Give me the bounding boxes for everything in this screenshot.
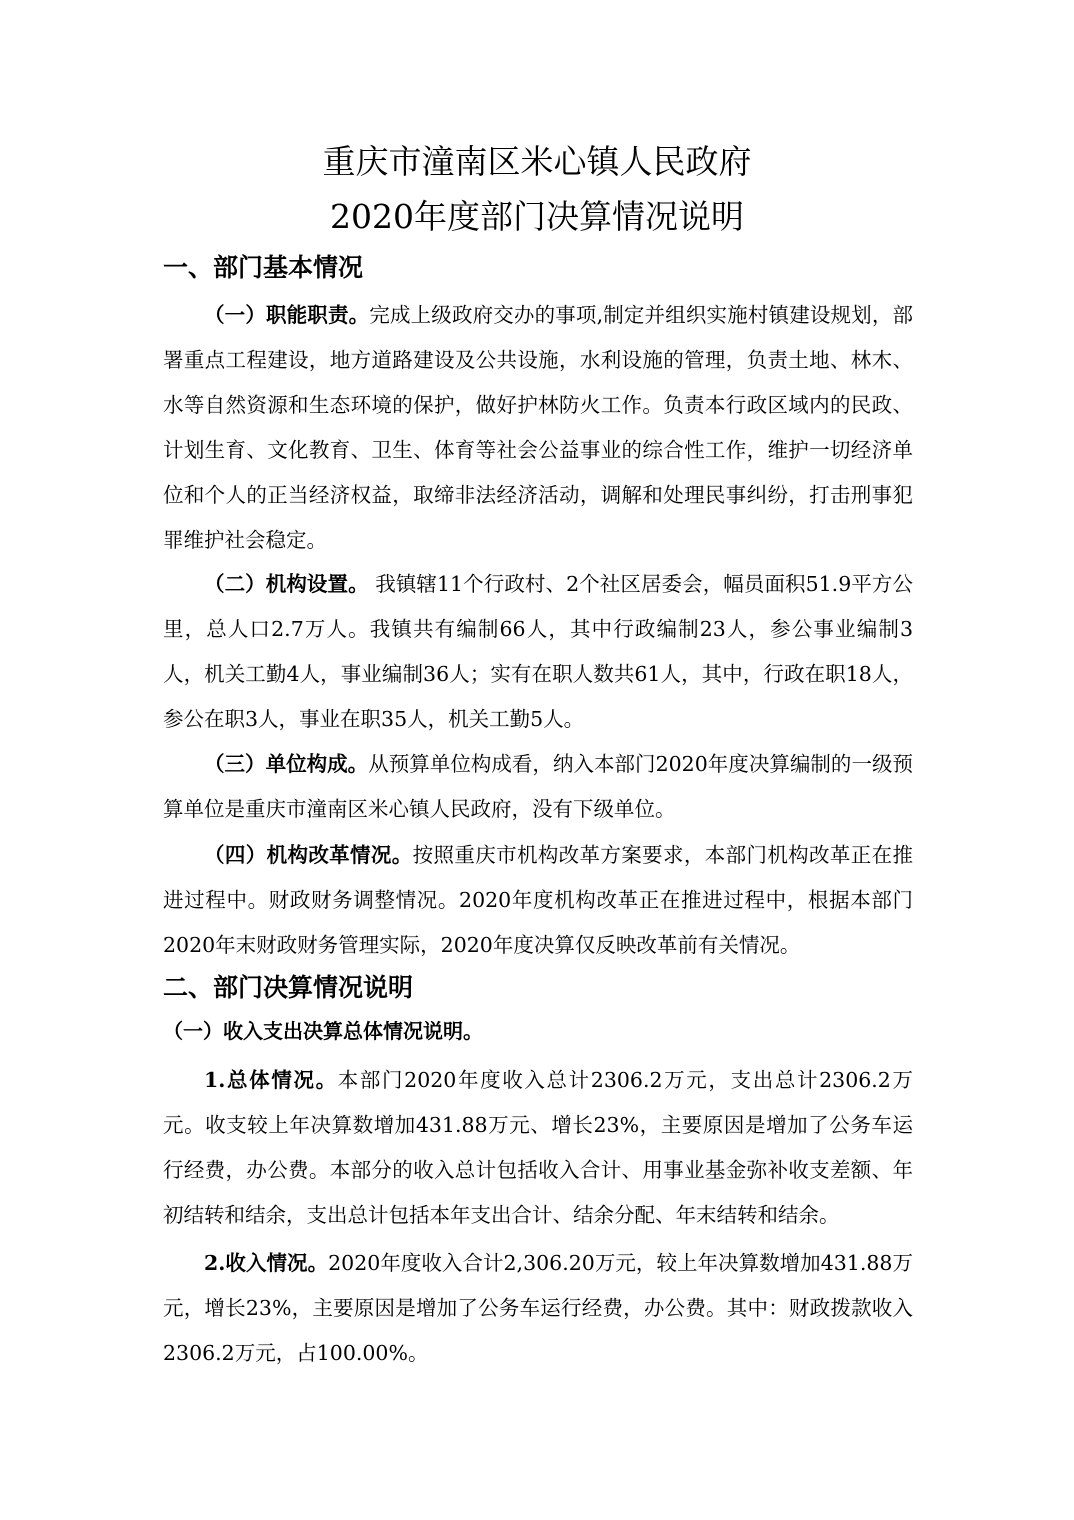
paragraph-text: 本部门2020年度收入总计2306.2万元，支出总计2306.2万元。收支较上年决算数增加431.88万元、增长23%，主要原因是增加了公务车运行经费，办公费。本部分的收入总计包括收入合计、用事业基金弥补收支差额、年初结转和结余，支出总计包括本年支出合计、结余分配、年末结转和结余。 — [163, 1068, 913, 1227]
paragraph-text: 从预算单位构成看，纳入本部门2020年度决算编制的一级预算单位是重庆市潼南区米心镇人民政府，没有下级单位。 — [163, 752, 914, 821]
section1-paragraph-reform — [163, 833, 913, 968]
paragraph-label: （四）机构改革情况。 — [204, 843, 413, 867]
paragraph-text: 完成上级政府交办的事项,制定并组织实施村镇建设规划，部署重点工程建设，地方道路建设及公共设施，水利设施的管理，负责土地、林木、水等自然资源和生态环境的保护，做好护林防火工作。负责本行政区域内的民政、计划生育、文化教育、卫生、体育等社会公益事业的综合性工作，维护一切经济单位和个人的正当经济权益，取缔非法经济活动，调解和处理民事纠纷，打击刑事犯罪维护社会稳定。 — [163, 303, 914, 552]
paragraph-label: （一）职能职责。 — [204, 303, 370, 327]
paragraph-label: 2.收入情况。 — [204, 1251, 329, 1275]
section2-subheading: （一）收入支出决算总体情况说明。 — [163, 1019, 483, 1043]
section1-paragraph-composition — [163, 742, 913, 832]
paragraph-text: 我镇辖11个行政村、2个社区居委会，幅员面积51.9平方公里，总人口2.7万人。我镇共有编制66人，其中行政编制23人，参公事业编制3人，机关工勤4人，事业编制36人；实有在职人数共61人，其中，行政在职18人，参公在职3人，事业在职35人，机关工勤5人。 — [163, 572, 913, 731]
section2-paragraph-overall — [163, 1058, 913, 1238]
paragraph-label: 1.总体情况。 — [204, 1068, 338, 1092]
paragraph-label: （三）单位构成。 — [204, 752, 369, 776]
document-title-line1: 重庆市潼南区米心镇人民政府 — [322, 142, 752, 181]
paragraph-text: 按照重庆市机构改革方案要求，本部门机构改革正在推进过程中。财政财务调整情况。2020年度机构改革正在推进过程中，根据本部门2020年末财政财务管理实际，2020年度决算仅反映改革前有关情况。 — [163, 843, 914, 957]
paragraph-label: （二）机构设置。 — [204, 572, 369, 596]
section2-paragraph-income — [163, 1241, 913, 1376]
section1-heading: 一、部门基本情况 — [163, 253, 364, 282]
document-title-line2: 2020年度部门决算情况说明 — [330, 197, 744, 236]
section1-paragraph-duties — [163, 293, 913, 563]
paragraph-text: 2020年度收入合计2,306.20万元，较上年决算数增加431.88万元，增长23%，主要原因是增加了公务车运行经费，办公费。其中：财政拨款收入2306.2万元，占100.00%。 — [163, 1251, 913, 1365]
section2-heading: 二、部门决算情况说明 — [163, 973, 414, 1002]
section1-paragraph-organization — [163, 562, 913, 742]
